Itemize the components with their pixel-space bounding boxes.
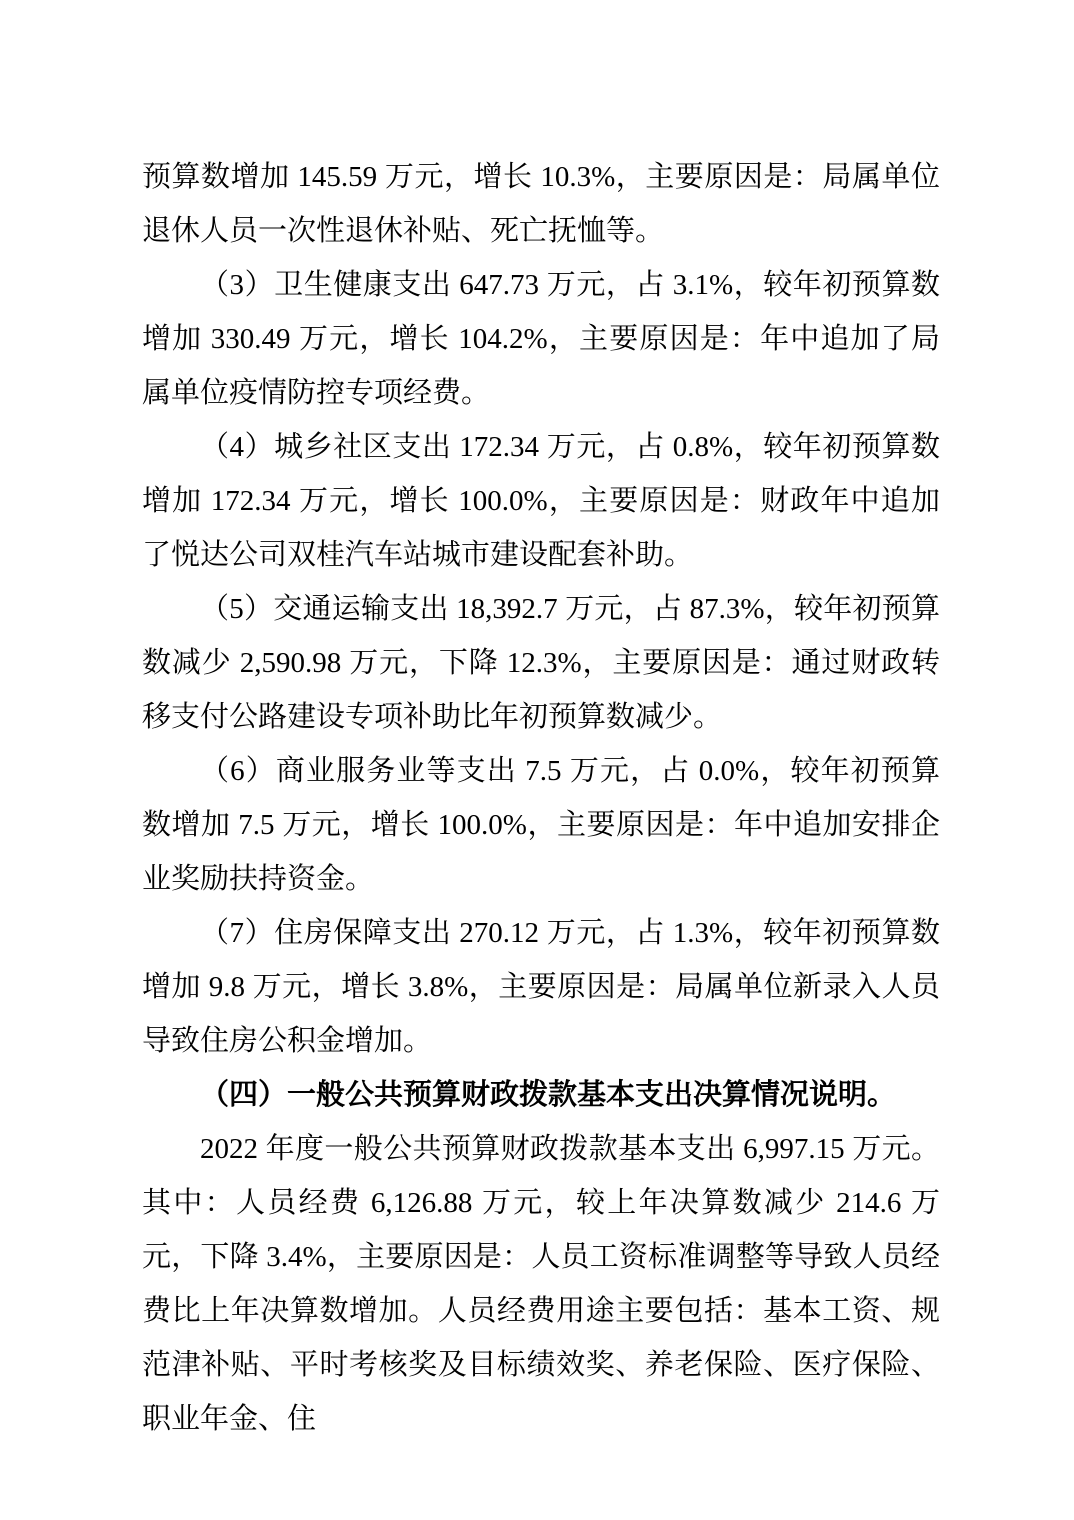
paragraph-item-6-commercial-services-expenditure: （6）商业服务业等支出 7.5 万元，占 0.0%，较年初预算数增加 7.5 万元，增长 100.0%，主要原因是：年中追加安排企业奖励扶持资金。 [142,755,940,895]
paragraph-item-7-housing-security-expenditure: （7）住房保障支出 270.12 万元，占 1.3%，较年初预算数增加 9.8 万元，增长 3.8%，主要原因是：局属单位新录入人员导致住房公积金增加。 [142,917,940,1057]
document-text-block [142,150,940,1446]
section-heading-basic-expenditure-explanation: （四）一般公共预算财政拨款基本支出决算情况说明。 [200,1079,897,1111]
paragraph-pension-expenditure-continuation: 预算数增加 145.59 万元，增长 10.3%，主要原因是：局属单位退休人员一次性退休补贴、死亡抚恤等。 [142,161,940,247]
paragraph-basic-expenditure-details: 2022 年度一般公共预算财政拨款基本支出 6,997.15 万元。其中：人员经费 6,126.88 万元，较上年决算数减少 214.6 万元，下降 3.4%，主要原因是：人员工资标准调整等导致人员经费比上年决算数增加。人员经费用途主要包括：基本工资、规范津补贴、平时考核奖及目标绩效奖、养老保险、医疗保险、职业年金、住 [142,1133,940,1435]
paragraph-item-5-transportation-expenditure: （5）交通运输支出 18,392.7 万元，占 87.3%，较年初预算数减少 2,590.98 万元，下降 12.3%，主要原因是：通过财政转移支付公路建设专项补助比年初预算数减少。 [142,593,940,733]
paragraph-item-3-health-expenditure: （3）卫生健康支出 647.73 万元，占 3.1%，较年初预算数增加 330.49 万元，增长 104.2%，主要原因是：年中追加了局属单位疫情防控专项经费。 [142,269,940,409]
paragraph-item-4-urban-rural-community-expenditure: （4）城乡社区支出 172.34 万元，占 0.8%，较年初预算数增加 172.34 万元，增长 100.0%，主要原因是：财政年中追加了悦达公司双桂汽车站城市建设配套补助。 [142,431,940,571]
